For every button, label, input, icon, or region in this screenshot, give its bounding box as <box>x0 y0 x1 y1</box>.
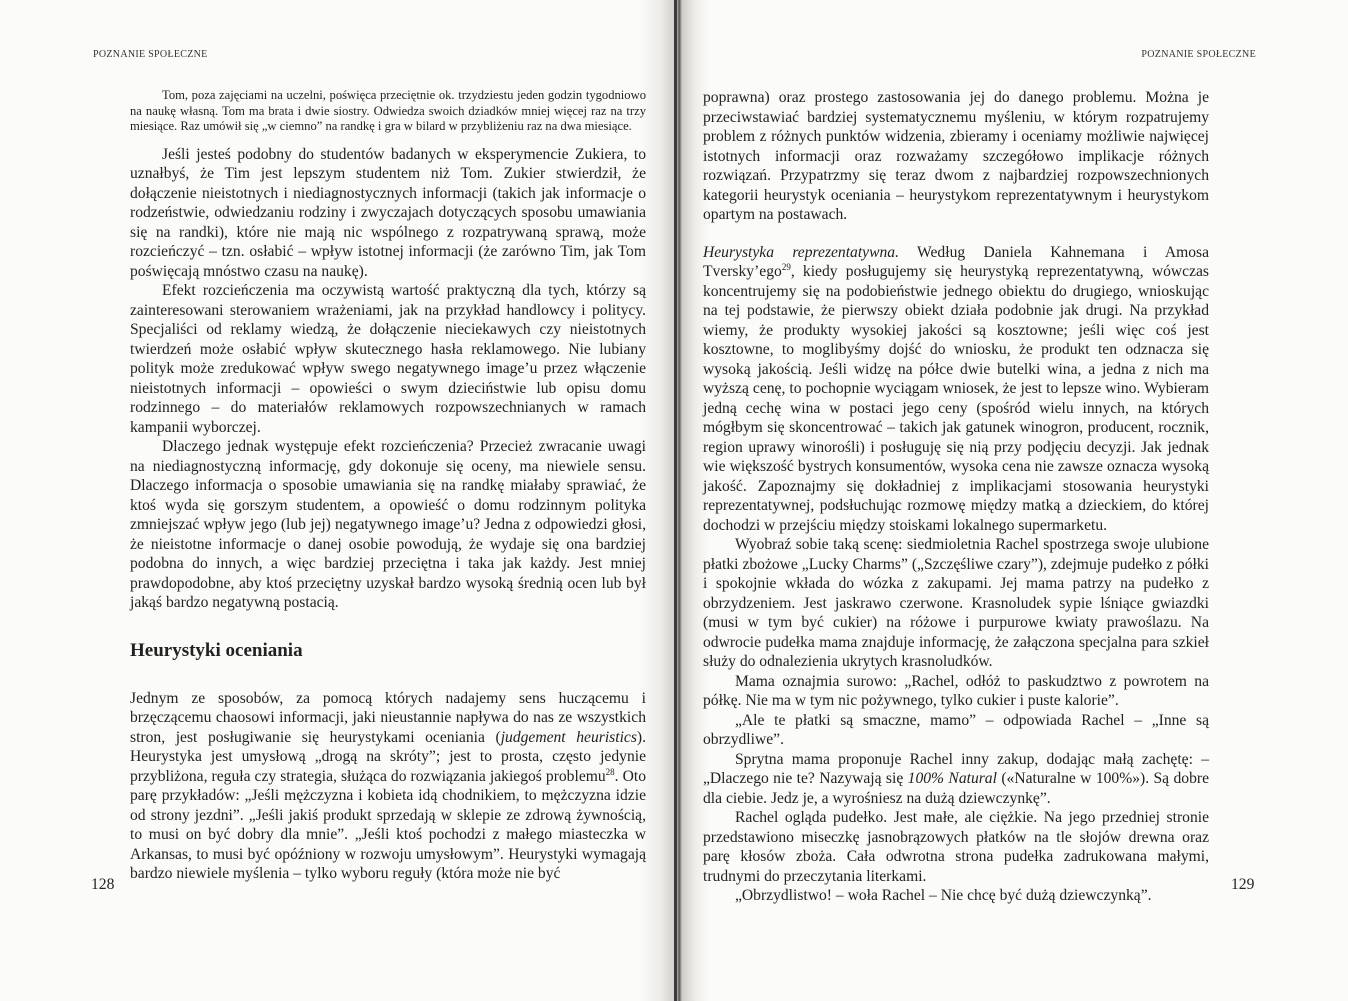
paragraph: Mama oznajmia surowo: „Rachel, odłóż to paskudztwo z powrotem na półkę. Nie ma w tym nic pożywnego, tylko cukier i puste kalorie”. <box>703 672 1209 709</box>
page-number-left: 128 <box>91 876 115 893</box>
footnote-ref: 28 <box>605 766 615 777</box>
paragraph: Heurystyka reprezentatywna. Według Daniela Kahnemana i Amosa Tversky’ego$^{29}$, kiedy posługujemy się heurystyką reprezentatywną, wówczas koncentrujemy się na podobieństwie jednego obiektu do drugiego, wnioskując na tej podstawie, że pierwszy obiekt działa podobnie jak drugi. Na przykład wiemy, że produkty wysokiej jakości są kosztowne; jeśli więc coś jest kosztowne, to moglibyśmy dojść do wniosku, że produkt ten odznacza się wysoką jakością. Jeśli widzę na półce dwie butelki wina, a jedna z nich ma wyższą cenę, to pochopnie wyciągam wniosek, że jest to lepsze wino. Wybieram jedną cechę wina w postaci jego ceny (spośród wielu innych, na których mógłbym się skoncentrować – takich jak gatunek winogron, producent, rocznik, region uprawy winorośli) i posługuję się nią przy podjęciu decyzji. Jak jednak wie większość bystrych konsumentów, wysoka cena nie zawsze oznacza wysoką jakość. Zapoznajmy się dokładniej z implikacjami stosowania heurystyki reprezentatywnej, podsłuchując rozmowę między matką a dzieckiem, do której dochodzi w przejściu między stoiskami lokalnego supermarketu. <box>703 243 1209 534</box>
book-spine <box>674 0 677 1001</box>
example-block-tom: Tom, poza zajęciami na uczelni, poświęca przeciętnie ok. trzydziestu jeden godzin tygodniowo na naukę własną. Tom ma brata i dwie siostry. Odwiedza swoich dziadków mniej więcej raz na trzy miesiące. Raz umówił się „w ciemno” na randkę i gra w bilard w przybliżeniu raz na dwa miesiące. <box>130 88 646 133</box>
paragraph: „Ale te płatki są smaczne, mamo” – odpowiada Rachel – „Inne są obrzydliwe”. <box>703 711 1209 748</box>
right-page-text <box>703 88 1209 906</box>
left-running-head: POZNANIE SPOŁECZNE <box>93 49 208 60</box>
paragraph: Rachel ogląda pudełko. Jest małe, ale ciężkie. Na jego przedniej stronie przedstawiono miseczkę jasnobrązowych płatków na tle słojów drewna oraz parę kłosów zboża. Cała odwrotna strona pudełka zadrukowana małymi, trudnymi do przeczytania literkami. <box>703 809 1209 885</box>
paragraph: Jeśli jesteś podobny do studentów badanych w eksperymencie Zukiera, to uznałbyś, że Tim jest lepszym studentem niż Tom. Zukier stwierdził, że dołączenie nieistotnych i niediagnostycznych informacji (takich jak informacje o rodzeństwie, odwiedzaniu rodziny i zwyczajach dotyczących sposobu umawiania się na randki), które nie mają nic wspólnego z rozpatrywaną sprawą, może rozcieńczyć – tzn. osłabić – wpływ istotnej informacji (że zarówno Tim, jak Tom poświęcają mnóstwo czasu na naukę). <box>130 145 646 280</box>
right-page <box>690 0 1348 1001</box>
left-page <box>0 0 660 1001</box>
paragraph: Jednym ze sposobów, za pomocą których nadajemy sens huczącemu i brzęczącemu chaosowi informacji, jaki nieustannie napływa do nas ze wszystkich stron, jest posługiwanie się heurystykami oceniania (judgement heuristics). Heurystyka jest umysłową „drogą na skróty”; jest to prosta, często jedynie przybliżona, reguła czy strategia, służąca do rozwiązania jakiegoś problemu$^{28}$. Oto parę przykładów: „Jeśli mężczyzna i kobieta idą chodnikiem, to mężczyzna idzie od strony jezdni”. „Jeśli jakiś produkt sprzedają w sklepie ze zdrową żywnością, to musi on być dobry dla mnie”. „Jeśli ktoś pochodzi z małego miasteczka w Arkansas, to musi być opóźniony w rozwoju umysłowym”. Heurystyki wymagają bardzo niewiele myślenia – tylko wyboru reguły (która może nie być <box>130 689 646 882</box>
paragraph: Sprytna mama proponuje Rachel inny zakup, dodając małą zachętę: – „Dlaczego nie te? Nazywają się 100% Natural («Naturalne w 100%»). Są dobre dla ciebie. Jedz je, a wyrośniesz na dużą dziewczynkę”. <box>703 750 1209 807</box>
right-running-head: POZNANIE SPOŁECZNE <box>1141 49 1256 60</box>
italic-term: judgement heuristics <box>500 728 637 746</box>
page-number-right: 129 <box>1231 876 1255 893</box>
italic-term: 100% Natural <box>907 770 997 787</box>
paragraph: Wyobraź sobie taką scenę: siedmioletnia Rachel spostrzega swoje ulubione płatki zbożowe „Lucky Charms” („Szczęśliwe czary”), zdejmuje pudełko z półki i spokojnie wkłada do wózka z zakupami. Jej mama patrzy na pudełko z obrzydzeniem. Jest jaskrawo czerwone. Krasnoludek sypie lśniące gwiazdki (musi w tym być cukier) na różowe i purpurowe kwiaty prawoślazu. Na odwrocie pudełka mama znajduje informację, że załączona specjalna para szkieł służy do odnalezienia ukrytych krasnoludków. <box>703 536 1209 670</box>
left-page-text <box>130 88 646 884</box>
paragraph: Efekt rozcieńczenia ma oczywistą wartość praktyczną dla tych, którzy są zainteresowani sterowaniem wrażeniami, jak na przykład handlowcy i politycy. Specjaliści od reklamy wiedzą, że dołączenie nieciekawych czy nieistotnych twierdzeń może osłabić wpływ skutecznego hasła reklamowego. Nie lubiany polityk może zredukować wpływ swego negatywnego image’u przez włączenie nieistotnych informacji – opowieści o swym dzieciństwie lub opisu domu rodzinnego – do materiałów reklamowych rozpowszechnianych w ramach kampanii wyborczej. <box>130 282 646 436</box>
italic-subheading: Heurystyka reprezentatywna. <box>703 243 900 261</box>
paragraph: poprawna) oraz prostego zastosowania jej do danego problemu. Można je przeciwstawiać bardziej systematycznemu myśleniu, w którym rozpatrujemy problem z różnych punktów widzenia, zbieramy i oceniamy możliwie najwięcej istotnych informacji oraz rozważamy szczegółowo implikacje różnych rozwiązań. Przypatrzmy się teraz dwom z najbardziej rozpowszechnionych kategorii heurystyk oceniania – heurystykom reprezentatywnym i heurystykom opartym na postawach. <box>703 89 1209 223</box>
paragraph: „Obrzydlistwo! – woła Rachel – Nie chcę być dużą dziewczynką”. <box>735 887 1152 904</box>
paragraph: Dlaczego jednak występuje efekt rozcieńczenia? Przecież zwracanie uwagi na niediagnostyczną informację, gdy dokonuje się oceny, ma niewiele sensu. Dlaczego informacja o sposobie umawiania się na randkę miałaby sprawiać, że ktoś wyda się gorszym studentem, a opowieść o domu rodzinnym polityka zmniejszać wpływ jego (lub jej) negatywnego image’u? Jedna z odpowiedzi głosi, że nieistotne informacje o danej osobie powodują, że wydaje się ona bardziej podobna do innych, a więc bardziej przeciętna i taka jak każdy. Jest mniej prawdopodobne, aby ktoś przeciętny uzyskał bardzo wysoką średnią ocen lub był jakąś bardzo negatywną postacią. <box>130 438 646 611</box>
footnote-ref: 29 <box>781 261 791 272</box>
section-heading: Heurystyki oceniania <box>130 639 303 661</box>
